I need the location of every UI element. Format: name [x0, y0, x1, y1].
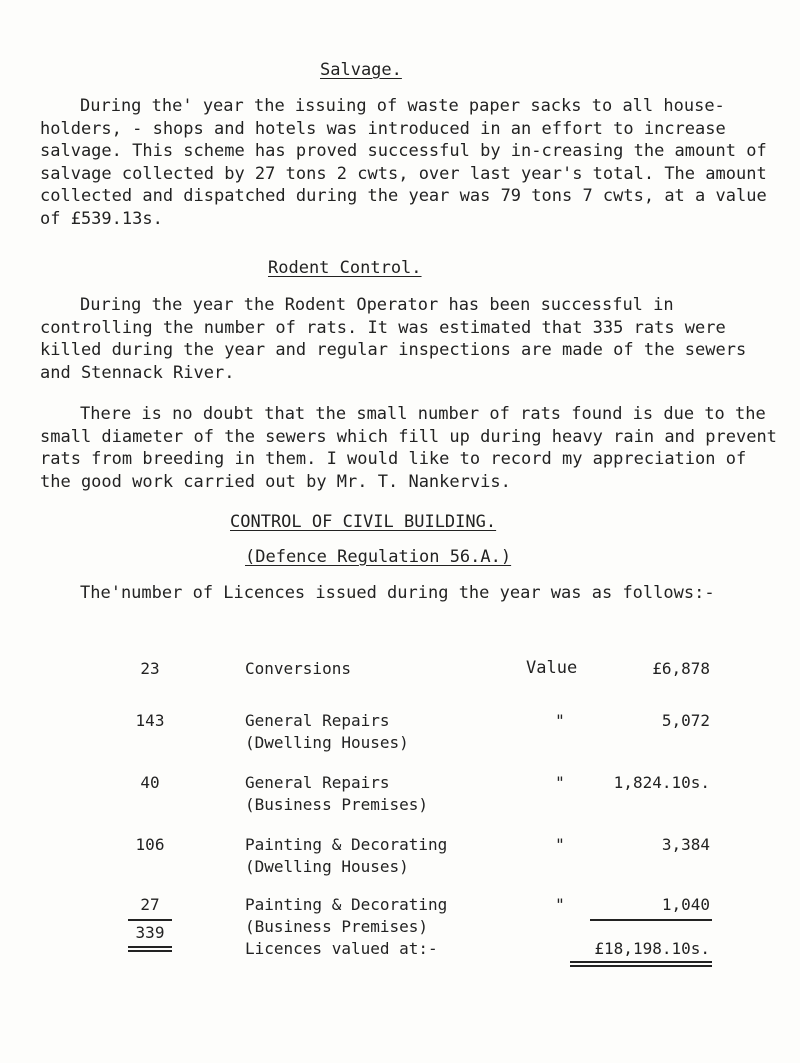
- count-subtotal-rule: [128, 919, 172, 921]
- count-total-rule-2: [128, 950, 172, 952]
- licence-row: [0, 834, 800, 880]
- licence-description: Painting & Decorating (Dwelling Houses): [245, 835, 448, 876]
- civil-building-heading: CONTROL OF CIVIL BUILDING.: [230, 512, 497, 532]
- licence-value: 5,072: [661, 711, 710, 730]
- licence-value: 1,040: [661, 895, 710, 914]
- licence-value: 3,384: [661, 835, 710, 854]
- total-count: 339: [135, 923, 165, 942]
- rodent-paragraph-1: During the year the Rodent Operator has been successful in controlling the number of rats. It was estimated that 335 rats were killed during the year and regular inspections are made of the sewers and Stennack River.: [40, 295, 747, 383]
- licence-row: [0, 658, 800, 704]
- licence-count: 23: [140, 659, 160, 678]
- licence-count: 27: [140, 895, 160, 914]
- licence-value: £6,878: [652, 659, 710, 678]
- licence-row: [0, 772, 800, 818]
- total-label: Licences valued at:-: [245, 939, 438, 958]
- licence-count: 106: [135, 835, 165, 854]
- count-total-rule-1: [128, 946, 172, 948]
- licence-description: Painting & Decorating (Business Premises): [245, 895, 448, 936]
- licence-count: 40: [140, 773, 160, 792]
- rodent-control-heading: Rodent Control.: [268, 258, 422, 278]
- licence-row: [0, 710, 800, 756]
- value-total-rule-2: [570, 965, 712, 967]
- licence-count: 143: [135, 711, 165, 730]
- total-value: £18,198.10s.: [594, 939, 710, 958]
- ditto-mark: ": [555, 711, 565, 730]
- licence-description: General Repairs (Business Premises): [245, 773, 429, 814]
- licence-description: Conversions: [245, 659, 351, 678]
- ditto-mark: ": [555, 835, 565, 854]
- value-subtotal-rule: [590, 919, 712, 921]
- licence-value: 1,824.10s.: [613, 773, 710, 792]
- ditto-mark: ": [555, 895, 565, 914]
- licences-intro: The'number of Licences issued during the year was as follows:-: [80, 583, 715, 603]
- salvage-heading: Salvage.: [320, 60, 402, 80]
- value-column-header: Value: [526, 658, 578, 678]
- ditto-mark: ": [555, 773, 565, 792]
- rodent-paragraph-2: There is no doubt that the small number of rats found is due to the small diameter of the sewers which fill up during heavy rain and prevent rats from breeding in them. I would like to record my appreciation of the good work carried out by Mr. T. Nankervis.: [40, 404, 777, 492]
- salvage-paragraph: During the' year the issuing of waste paper sacks to all house-holders, - shops and hotels was introduced in an effort to increase salvage. This scheme has proved successful by in-creasing the amount of salvage collected by 27 tons 2 cwts, over last year's total. The amount collected and dispatched during the year was 79 tons 7 cwts, at a value of £539.13s.: [40, 96, 767, 229]
- civil-building-subheading: (Defence Regulation 56.A.): [245, 547, 512, 567]
- licence-description: General Repairs (Dwelling Houses): [245, 711, 409, 752]
- value-total-rule-1: [570, 961, 712, 963]
